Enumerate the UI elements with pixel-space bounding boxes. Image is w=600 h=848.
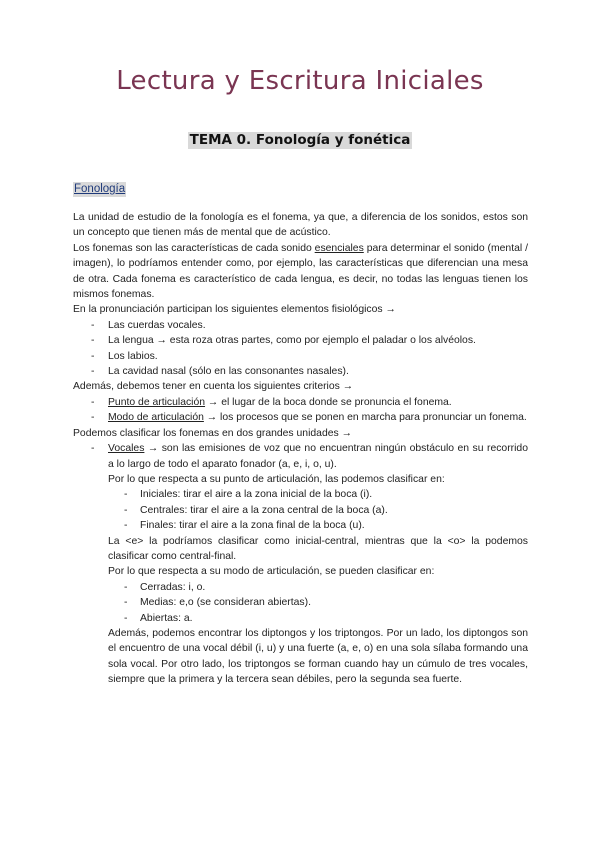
vocales-definition: → son las emisiones de voz que no encuentran ningún obstáculo en su recorrido a lo largo de todo el aparato fonador (a, e, i, o, u).	[108, 443, 528, 470]
list-item: - Las cuerdas vocales.	[73, 318, 528, 333]
punto-note: La <e> la podríamos clasificar como inicial-central, mientras que la <o> la podemos clasificar como central-final.	[108, 535, 528, 562]
criteria-text: → los procesos que se ponen en marcha para pronunciar un fonema.	[203, 412, 527, 424]
term-vocales: Vocales	[108, 443, 145, 455]
topic-heading: TEMA 0. Fonología y fonética	[189, 132, 411, 148]
intro-paragraph: La unidad de estudio de la fonología es el fonema, ya que, a diferencia de los sonidos, estos son un concepto que tienen más de mental que de acústico.	[73, 212, 528, 239]
list-item: - Iniciales: tirar el aire a la zona inicial de la boca (i).	[108, 487, 528, 502]
punto-list	[108, 487, 528, 533]
list-item: - Finales: tirar el aire a la zona final de la boca (u).	[108, 518, 528, 533]
list-item: - Cerradas: i, o.	[108, 580, 528, 595]
physio-intro: En la pronunciación participan los siguientes elementos fisiológicos →	[73, 304, 396, 316]
list-item: - La cavidad nasal (sólo en las consonantes nasales).	[73, 364, 528, 379]
fonemas-text-end: para determinar el sonido (mental / imagen), lo podríamos entender como, por ejemplo, las características que diferencian una mesa de otra. Cada fonema es característico de cada lengua, es decir, no todas las lenguas tienen los mismos fonemas.	[73, 242, 528, 301]
list-item: - La lengua → esta roza otras partes, como por ejemplo el paladar o los alvéolos.	[73, 333, 528, 348]
diptongos-paragraph: Además, podemos encontrar los diptongos y los triptongos. Por un lado, los diptongos son el encuentro de una vocal débil (i, u) y una fuerte (a, e, o) en una sola sílaba formando una sola vocal. Por otro lado, los triptongos se forman cuando hay un cúmulo de tres vocales, siempre que la primera y la tercera sean débiles, pero la segunda sea fuerte.	[108, 627, 528, 686]
list-item	[73, 395, 528, 410]
list-item: - Centrales: tirar el aire a la zona central de la boca (a).	[108, 503, 528, 518]
list-item	[73, 410, 528, 425]
criteria-intro: Además, debemos tener en cuenta los siguientes criterios →	[73, 381, 354, 393]
fonemas-text-start: Los fonemas son las características de cada sonido	[73, 242, 315, 254]
list-item: - Los labios.	[73, 349, 528, 364]
section-heading: Fonología	[74, 183, 126, 195]
modo-intro: Por lo que respecta a su modo de articulación, se pueden clasificar en:	[108, 566, 435, 578]
list-item: - Medias: e,o (se consideran abiertas).	[108, 595, 528, 610]
physio-list	[73, 318, 528, 380]
list-item: - Abiertas: a.	[108, 611, 528, 626]
modo-list	[108, 580, 528, 626]
document-body	[73, 210, 528, 688]
units-list	[73, 441, 528, 688]
section-heading-container	[73, 179, 126, 197]
units-intro: Podemos clasificar los fonemas en dos grandes unidades →	[73, 427, 352, 439]
list-item-vocales	[73, 441, 528, 688]
term-punto-articulacion: Punto de articulación	[108, 396, 206, 408]
document-title: Lectura y Escritura Iniciales	[116, 66, 484, 96]
fonemas-paragraph	[73, 241, 528, 303]
criteria-list	[73, 395, 528, 426]
punto-intro: Por lo que respecta a su punto de articulación, las podemos clasificar en:	[108, 473, 445, 485]
topic-heading-container	[0, 131, 600, 149]
term-modo-articulacion: Modo de articulación	[108, 412, 204, 424]
term-esenciales: esenciales	[314, 242, 364, 254]
criteria-text: → el lugar de la boca donde se pronuncia el fonema.	[205, 396, 452, 408]
